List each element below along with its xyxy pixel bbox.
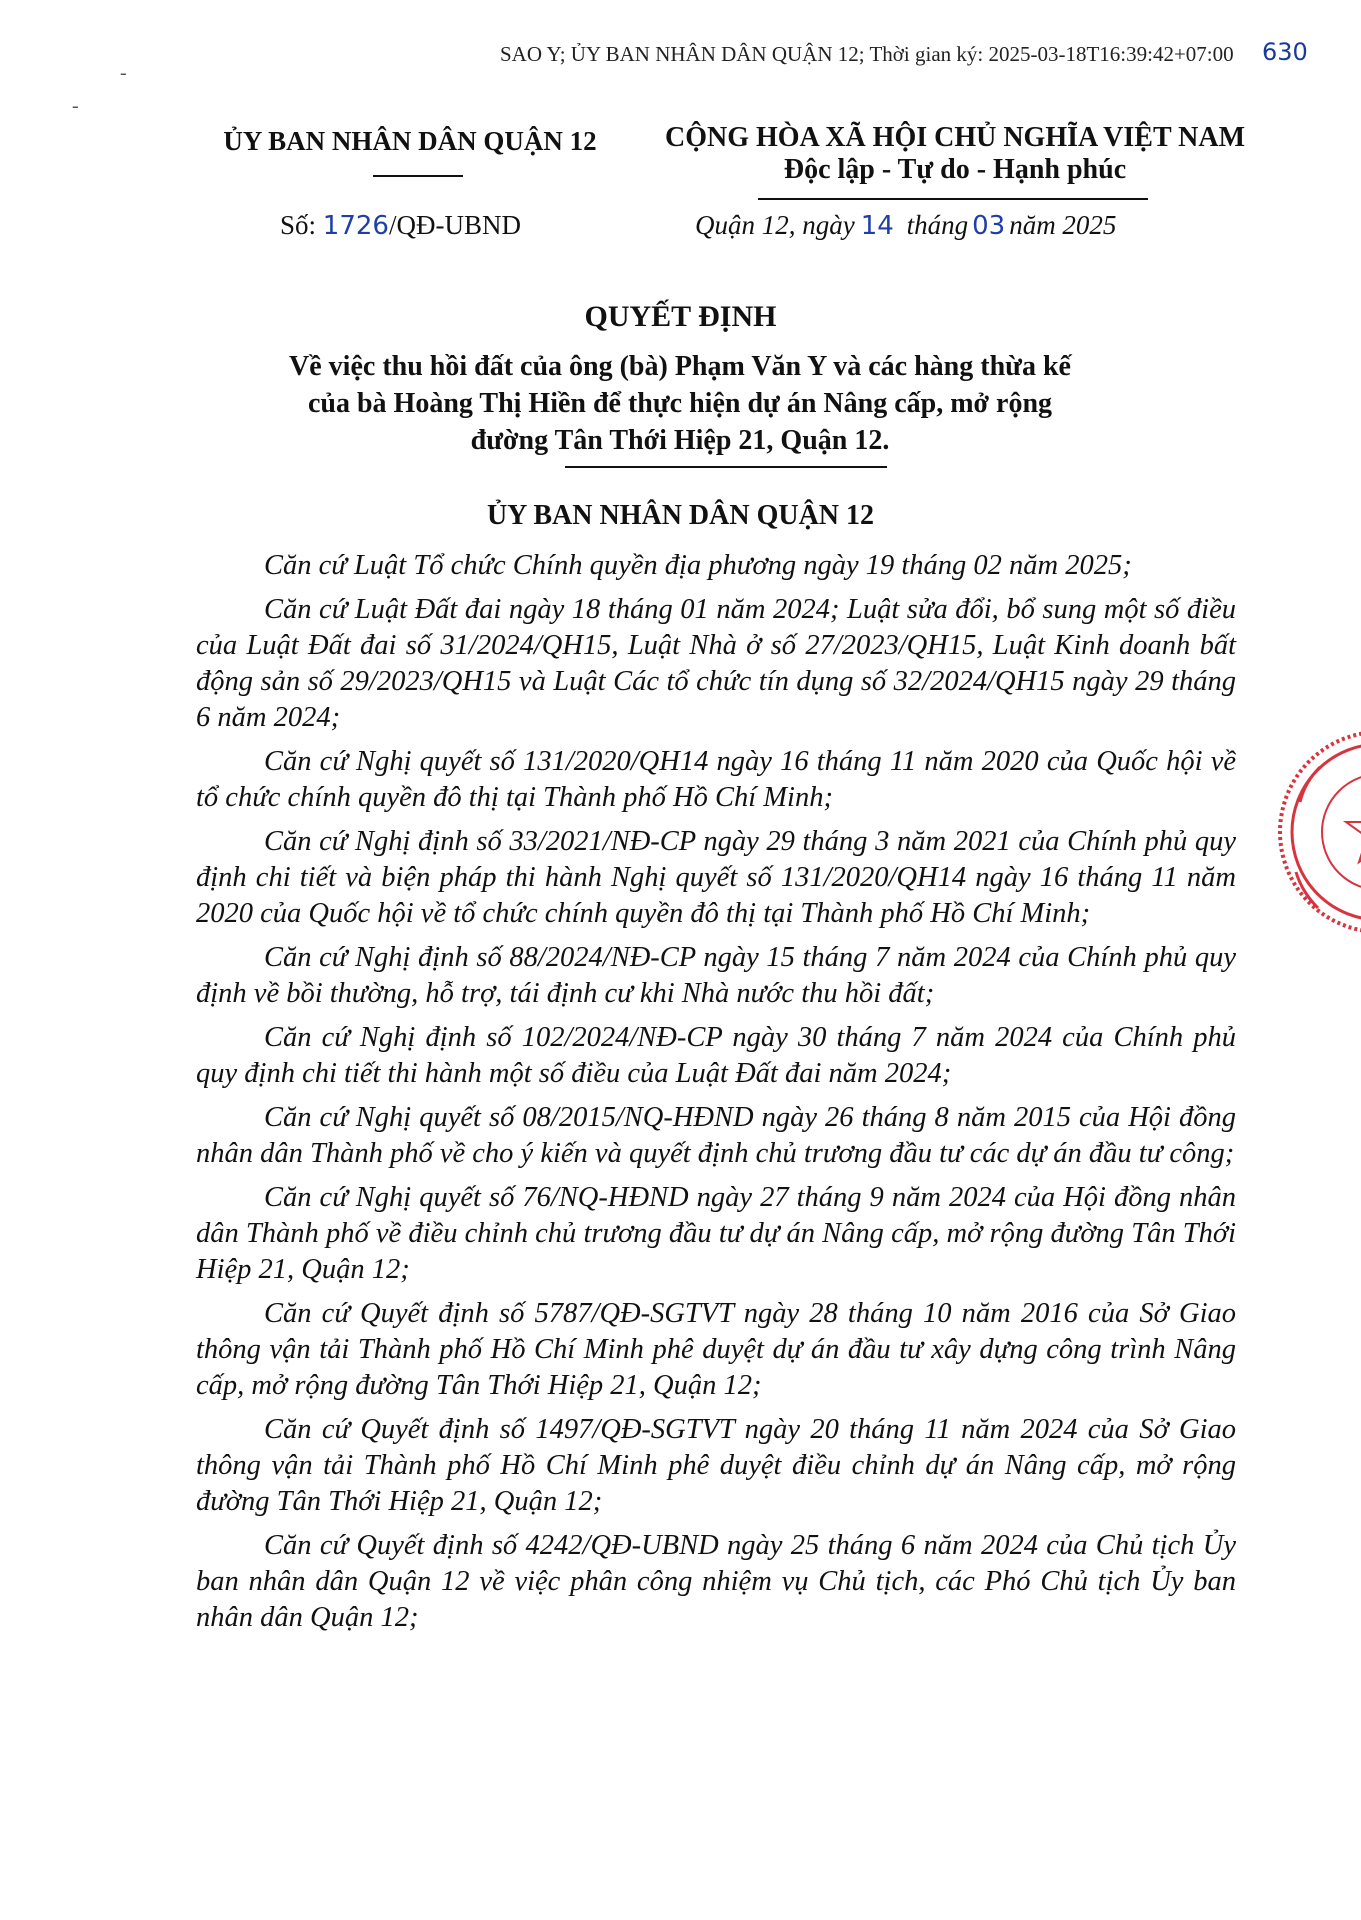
legal-basis-item: Căn cứ Nghị định số 33/2021/NĐ-CP ngày 29 tháng 3 năm 2021 của Chính phủ quy định chi tiết và biện pháp thi hành Nghị quyết số 131/2020/QH14 ngày 16 tháng 11 năm 2020 của Quốc hội về tổ chức chính quyền đô thị tại Thành phố Hồ Chí Minh; [196, 826, 1236, 929]
issuing-authority: ỦY BAN NHÂN DÂN QUẬN 12 [486, 500, 875, 531]
official-seal-icon [1240, 722, 1361, 952]
legal-basis-item: Căn cứ Nghị quyết số 131/2020/QH14 ngày 16 tháng 11 năm 2020 của Quốc hội về tổ chức chính quyền đô thị tại Thành phố Hồ Chí Minh; [196, 746, 1236, 813]
legal-basis-item: Căn cứ Luật Đất đai ngày 18 tháng 01 năm 2024; Luật sửa đổi, bổ sung một số điều của Luật Đất đai số 31/2024/QH15, Luật Nhà ở số 27/2023/QH15, Luật Kinh doanh bất động sản số 29/2023/QH15 và Luật Các tổ chức tín dụng số 32/2024/QH15 ngày 29 tháng 6 năm 2024; [196, 594, 1236, 733]
copy-notice: SAO Y; ỦY BAN NHÂN DÂN QUẬN 12; Thời gian ký: 2025-03-18T16:39:42+07:00 [500, 42, 1234, 66]
national-header [640, 122, 1270, 186]
date-year: năm 2025 [1009, 210, 1117, 240]
motto: Độc lập - Tự do - Hạnh phúc [783, 154, 1127, 185]
date-day: 14 [860, 211, 894, 241]
subject-underline [565, 466, 887, 468]
legal-bases [196, 548, 1236, 1644]
document-date [695, 210, 1116, 241]
issuer-underline [373, 175, 463, 177]
date-month-label: tháng [899, 210, 969, 240]
number-prefix: Số: [280, 210, 323, 240]
number-handwritten: 1726 [322, 211, 389, 241]
subject-line: của bà Hoàng Thị Hiền để thực hiện dự án Nâng cấp, mở rộng [307, 388, 1053, 419]
document-number [280, 210, 521, 241]
document-type: QUYẾT ĐỊNH [584, 300, 777, 333]
scan-mark: - [72, 95, 79, 117]
legal-basis-item: Căn cứ Nghị quyết số 08/2015/NQ-HĐND ngày 26 tháng 8 năm 2015 của Hội đồng nhân dân Thành phố về cho ý kiến và quyết định chủ trương đầu tư các dự án đầu tư công; [196, 1102, 1236, 1169]
date-place: Quận 12, ngày [695, 210, 855, 240]
legal-basis-item: Căn cứ Quyết định số 4242/QĐ-UBND ngày 25 tháng 6 năm 2024 của Chủ tịch Ủy ban nhân dân Quận 12 về việc phân công nhiệm vụ Chủ tịch, các Phó Chủ tịch Ủy ban nhân dân Quận 12; [196, 1530, 1236, 1633]
legal-basis-item: Căn cứ Nghị định số 88/2024/NĐ-CP ngày 15 tháng 7 năm 2024 của Chính phủ quy định về bồi thường, hỗ trợ, tái định cư khi Nhà nước thu hồi đất; [196, 942, 1236, 1009]
subject-line: Về việc thu hồi đất của ông (bà) Phạm Văn Y và các hàng thừa kế [289, 351, 1071, 382]
legal-basis-item: Căn cứ Luật Tổ chức Chính quyền địa phương ngày 19 tháng 02 năm 2025; [264, 550, 1132, 581]
scan-mark: - [120, 62, 127, 84]
legal-basis-item: Căn cứ Quyết định số 5787/QĐ-SGTVT ngày 28 tháng 10 năm 2016 của Sở Giao thông vận tải Thành phố Hồ Chí Minh phê duyệt dự án đầu tư xây dựng công trình Nâng cấp, mở rộng đường Tân Thới Hiệp 21, Quận 12; [196, 1298, 1236, 1401]
legal-basis-item: Căn cứ Quyết định số 1497/QĐ-SGTVT ngày 20 tháng 11 năm 2024 của Sở Giao thông vận tải Thành phố Hồ Chí Minh phê duyệt điều chỉnh dự án Nâng cấp, mở rộng đường Tân Thới Hiệp 21, Quận 12; [196, 1414, 1236, 1517]
number-suffix: /QĐ-UBND [388, 210, 521, 240]
subject-line: đường Tân Thới Hiệp 21, Quận 12. [470, 425, 890, 456]
nation-name: CỘNG HÒA XÃ HỘI CHỦ NGHĨA VIỆT NAM [664, 122, 1246, 153]
document-subject [220, 348, 1140, 459]
handwritten-page-number: 630 [1262, 38, 1308, 66]
issuer-name: ỦY BAN NHÂN DÂN QUẬN 12 [223, 126, 597, 156]
legal-basis-item: Căn cứ Nghị quyết số 76/NQ-HĐND ngày 27 tháng 9 năm 2024 của Hội đồng nhân dân Thành phố về điều chỉnh chủ trương đầu tư dự án Nâng cấp, mở rộng đường Tân Thới Hiệp 21, Quận 12; [196, 1182, 1236, 1285]
date-month: 03 [972, 211, 1006, 241]
legal-basis-item: Căn cứ Nghị định số 102/2024/NĐ-CP ngày 30 tháng 7 năm 2024 của Chính phủ quy định chi tiết thi hành một số điều của Luật Đất đai năm 2024; [196, 1022, 1236, 1089]
motto-underline [758, 198, 1148, 200]
